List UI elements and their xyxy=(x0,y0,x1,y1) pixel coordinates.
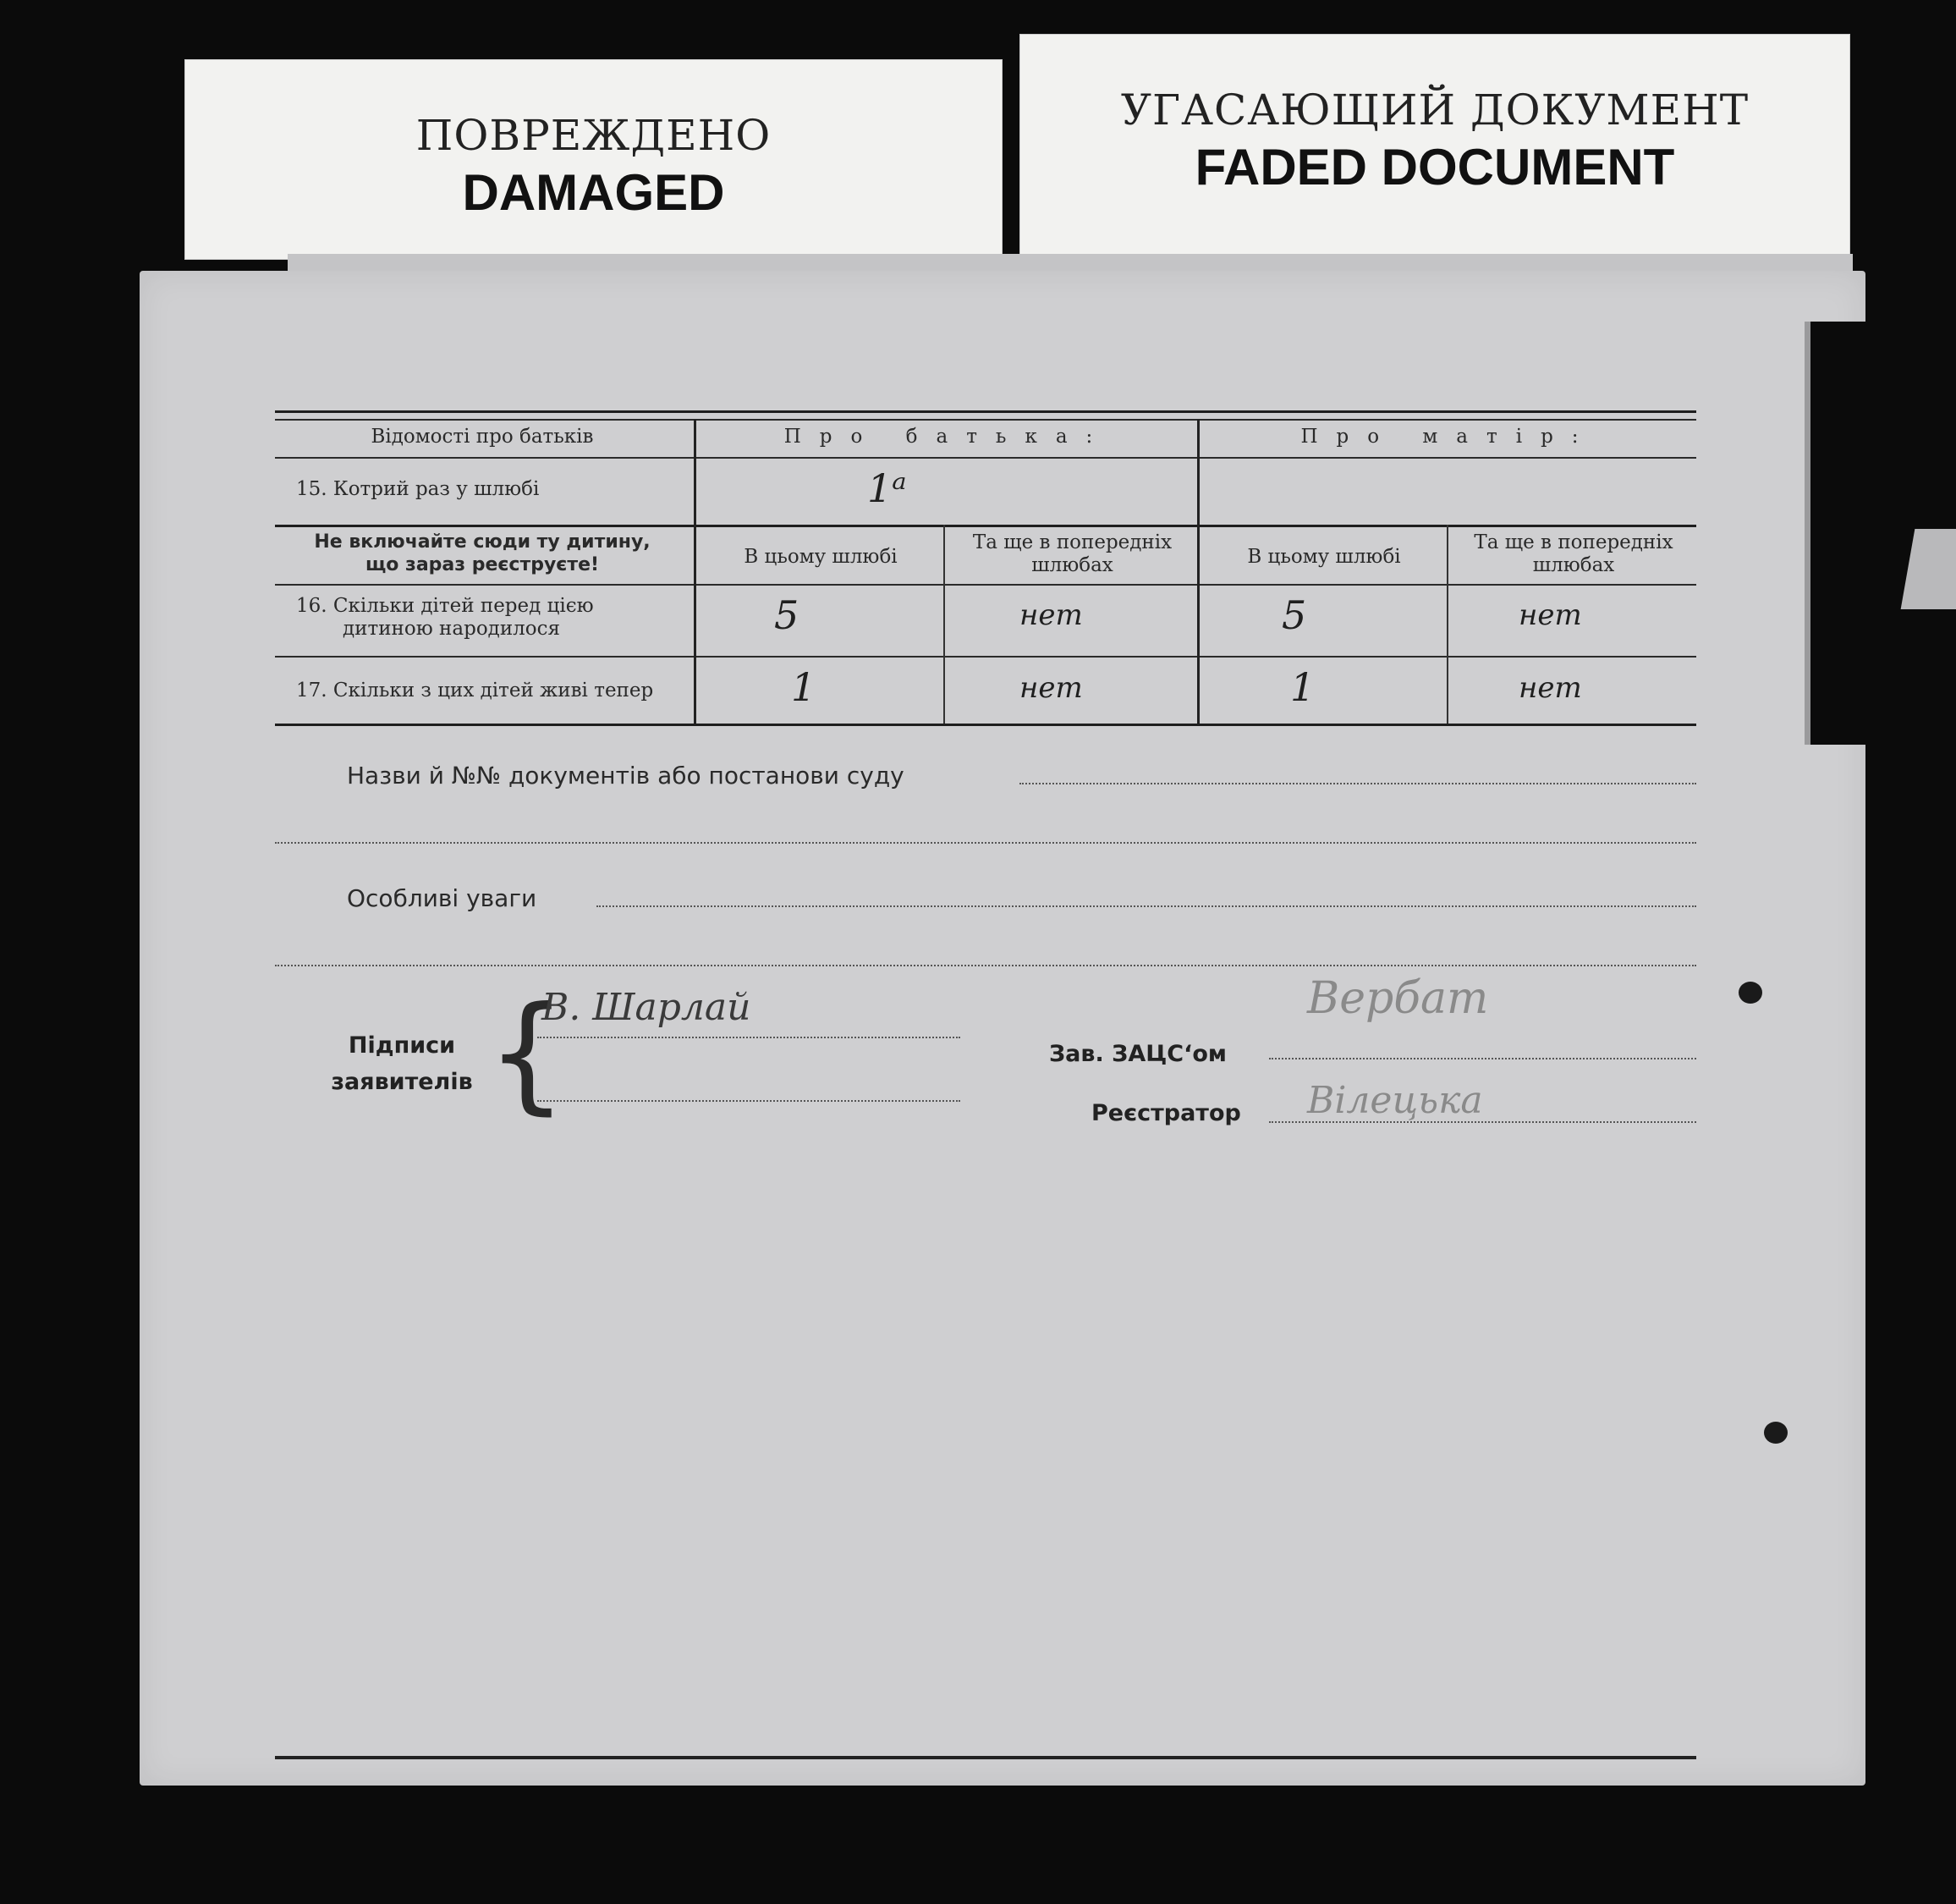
mother-prev-header-line1: Та ще в попередніх xyxy=(1474,531,1673,553)
applicant-signature-line-2 xyxy=(537,1100,960,1102)
father-prev-header-line2: шлюбах xyxy=(1031,554,1113,576)
table-rule xyxy=(275,419,1696,421)
subheader-note-line2: що зараз реєструєте! xyxy=(365,554,600,575)
table-vrule xyxy=(1197,419,1200,724)
head-label: Зав. ЗАЦС‘ом xyxy=(1049,1041,1227,1067)
applicants-label-line1: Підписи xyxy=(348,1032,456,1059)
faded-label-en: FADED DOCUMENT xyxy=(1195,139,1675,195)
bottom-rule xyxy=(275,1756,1696,1759)
subheader-note-line1: Не включайте сюди ту дитину, xyxy=(314,531,651,553)
mother-this-marriage-header: В цьому шлюбі xyxy=(1247,546,1401,568)
damaged-label-ru: ПОВРЕЖДЕНО xyxy=(415,111,772,160)
row16-father-this: 5 xyxy=(774,592,799,638)
applicant-signature: В. Шарлай xyxy=(541,986,751,1029)
table-rule xyxy=(275,656,1696,658)
table-rule xyxy=(275,724,1696,726)
row16-label-line2: дитиною народилося xyxy=(343,618,561,640)
registrar-label: Реєстратор xyxy=(1091,1100,1241,1126)
header-about-father: Про батька: xyxy=(783,426,1112,448)
row17-label: 17. Скільки з цих дітей живі тепер xyxy=(296,680,654,702)
father-prev-header-line1: Та ще в попередніх xyxy=(972,531,1173,553)
remarks-line-2 xyxy=(275,965,1696,966)
table-rule xyxy=(275,525,1696,527)
row15-label: 15. Котрий раз у шлюбі xyxy=(296,478,540,500)
folded-corner xyxy=(1901,529,1956,609)
remarks-line xyxy=(596,905,1696,907)
row16-mother-this: 5 xyxy=(1282,592,1307,638)
brace-icon: { xyxy=(486,980,568,1127)
table-rule xyxy=(275,410,1696,413)
table-rule xyxy=(275,457,1696,459)
head-signature-line xyxy=(1269,1058,1696,1059)
row17-father-prev: нет xyxy=(1019,671,1083,705)
punch-hole xyxy=(1764,1422,1788,1444)
table-vrule xyxy=(1447,525,1448,724)
head-signature: Вербат xyxy=(1307,973,1489,1024)
header-about-mother: Про матір: xyxy=(1300,426,1597,448)
damaged-label-en: DAMAGED xyxy=(462,164,725,221)
mother-prev-header-line2: шлюбах xyxy=(1532,554,1615,576)
remarks-label: Особливі уваги xyxy=(347,884,537,912)
row17-mother-this: 1 xyxy=(1290,664,1316,710)
row17-father-this: 1 xyxy=(791,664,816,710)
table-vrule xyxy=(943,525,945,724)
applicants-label-line2: заявителів xyxy=(331,1069,473,1095)
row17-mother-prev: нет xyxy=(1519,671,1582,705)
father-this-marriage-header: В цьому шлюбі xyxy=(744,546,898,568)
torn-edge xyxy=(1764,322,1865,745)
applicant-signature-line xyxy=(537,1037,960,1038)
table-rule xyxy=(275,584,1696,586)
documents-line xyxy=(1019,783,1696,784)
row15-father-value: 1ᵃ xyxy=(867,465,907,511)
registrar-signature: Вілецька xyxy=(1307,1079,1483,1122)
row16-mother-prev: нет xyxy=(1519,598,1582,632)
documents-line-2 xyxy=(275,842,1696,844)
faded-label-ru: УГАСАЮЩИЙ ДОКУМЕНТ xyxy=(1120,85,1750,135)
punch-hole xyxy=(1739,982,1762,1004)
header-parents-info: Відомості про батьків xyxy=(371,426,594,448)
parents-table xyxy=(275,410,1696,724)
document-page xyxy=(140,271,1865,1786)
row16-father-prev: нет xyxy=(1019,598,1083,632)
documents-label: Назви й №№ документів або постанови суду xyxy=(347,762,904,790)
faded-label-card xyxy=(1019,34,1850,260)
damaged-label-card xyxy=(184,59,1003,260)
row16-label-line1: 16. Скільки дітей перед цією xyxy=(296,595,594,617)
table-vrule xyxy=(694,419,696,724)
